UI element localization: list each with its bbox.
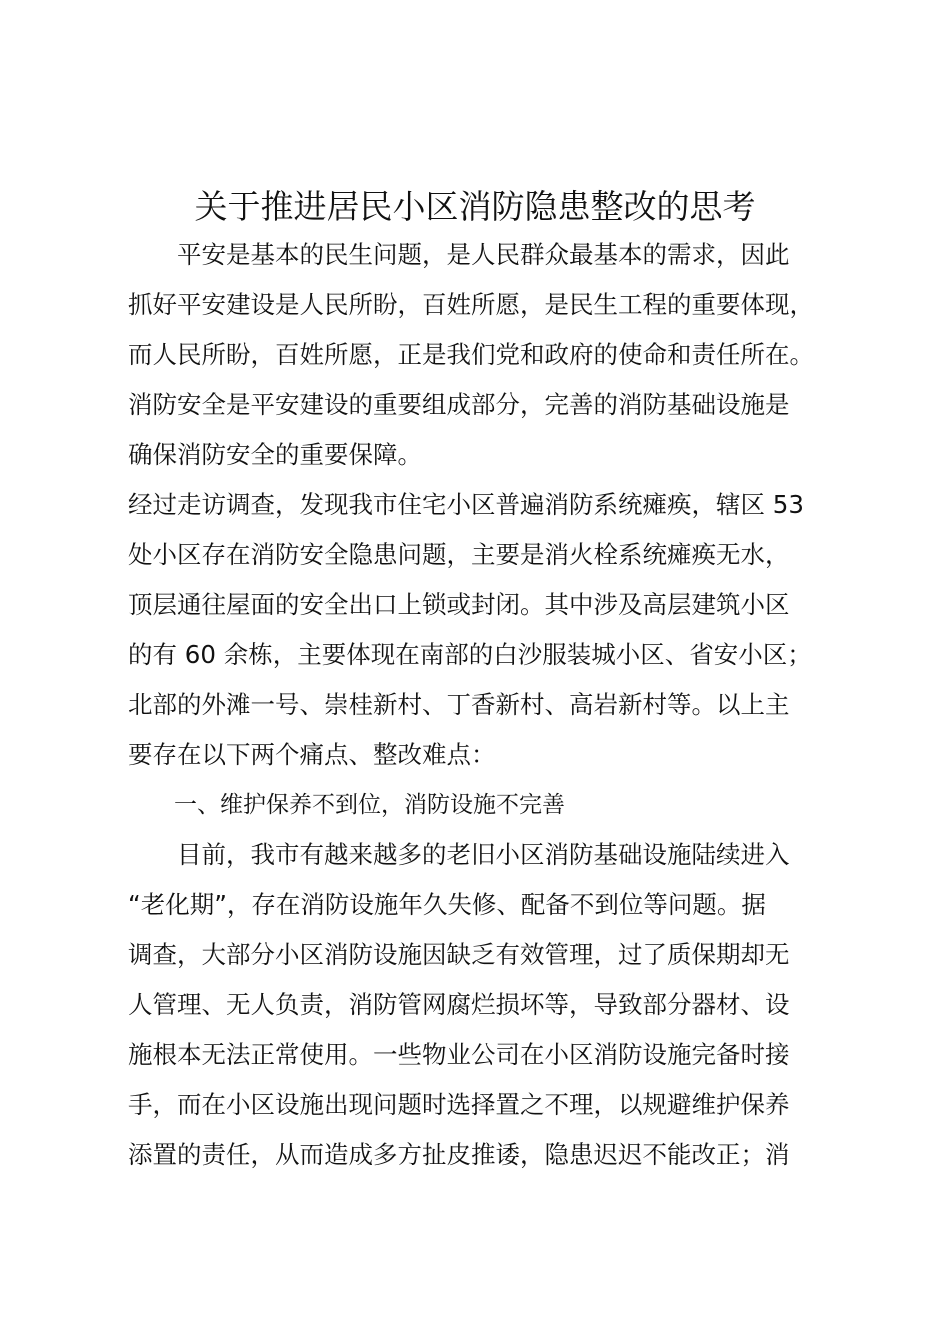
paragraph-line: 目前，我市有越来越多的老旧小区消防基础设施陆续进入 (128, 840, 790, 869)
paragraph-line: 施根本无法正常使用。一些物业公司在小区消防设施完备时接 (128, 1040, 790, 1069)
paragraph-line: 顶层通往屋面的安全出口上锁或封闭。其中涉及高层建筑小区 (128, 590, 790, 619)
document-title: 关于推进居民小区消防隐患整改的思考 (194, 187, 756, 226)
paragraph-line: 确保消防安全的重要保障。 (128, 440, 422, 469)
paragraph-line: 添置的责任，从而造成多方扯皮推诿，隐患迟迟不能改正；消 (128, 1140, 790, 1169)
paragraph-line: 手，而在小区设施出现问题时选择置之不理，以规避维护保养 (128, 1090, 790, 1119)
paragraph-line: 人管理、无人负责，消防管网腐烂损坏等，导致部分器材、设 (128, 990, 790, 1019)
paragraph-line: “老化期”，存在消防设施年久失修、配备不到位等问题。据 (128, 890, 766, 919)
paragraph-line: 调查，大部分小区消防设施因缺乏有效管理，过了质保期却无 (128, 940, 790, 969)
paragraph-line: 要存在以下两个痛点、整改难点： (128, 740, 496, 769)
paragraph-line: 经过走访调查，发现我市住宅小区普遍消防系统瘫痪，辖区 53 (128, 490, 804, 519)
paragraph-line: 平安是基本的民生问题，是人民群众最基本的需求，因此 (128, 240, 790, 269)
paragraph-line: 处小区存在消防安全隐患问题，主要是消火栓系统瘫痪无水， (128, 540, 790, 569)
paragraph-line: 的有 60 余栋，主要体现在南部的白沙服装城小区、省安小区； (128, 640, 812, 669)
paragraph-line: 北部的外滩一号、崇桂新村、丁香新村、高岩新村等。以上主 (128, 690, 790, 719)
section-heading: 一、维护保养不到位，消防设施不完善 (128, 792, 565, 818)
paragraph-line: 而人民所盼，百姓所愿，正是我们党和政府的使命和责任所在。 (128, 340, 814, 369)
paragraph-line: 抓好平安建设是人民所盼，百姓所愿，是民生工程的重要体现， (128, 290, 814, 319)
paragraph-line: 消防安全是平安建设的重要组成部分，完善的消防基础设施是 (128, 390, 790, 419)
